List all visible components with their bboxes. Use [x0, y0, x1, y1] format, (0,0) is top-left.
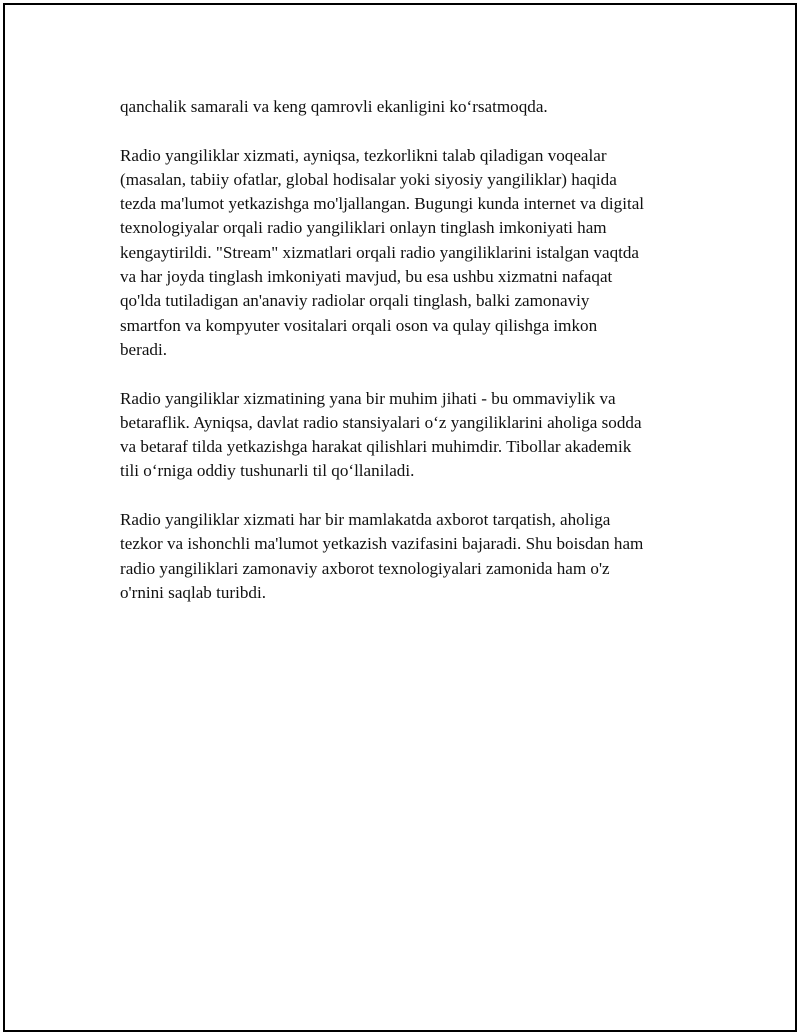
text-line: Radio yangiliklar xizmatining yana bir muhim jihati - bu ommaviylik va — [120, 388, 616, 408]
text-line: Radio yangiliklar xizmati, ayniqsa, tezkorlikni talab qiladigan voqealar — [120, 145, 607, 165]
text-line: o'rnini saqlab turibdi. — [120, 582, 266, 602]
text-line: kengaytirildi. "Stream" xizmatlari orqali radio yangiliklarini istalgan vaqtda — [120, 242, 640, 262]
document-page — [3, 3, 797, 1032]
document-body — [120, 95, 690, 630]
text-line: va har joyda tinglash imkoniyati mavjud, bu esa ushbu xizmatni nafaqat — [120, 267, 613, 287]
paragraph-4 — [120, 508, 690, 605]
text-line: texnologiyalar orqali radio yangiliklari onlayn tinglash imkoniyati ham — [120, 218, 607, 238]
text-line: beradi. — [120, 339, 167, 359]
paragraph-3 — [120, 387, 690, 484]
text-line: (masalan, tabiiy ofatlar, global hodisalar yoki siyosiy yangiliklar) haqida — [120, 169, 617, 189]
text-line: qanchalik samarali va keng qamrovli ekanligini ko‘rsatmoqda. — [120, 97, 548, 116]
paragraph-2 — [120, 144, 690, 363]
text-line: tili o‘rniga oddiy tushunarli til qo‘llaniladi. — [120, 461, 415, 481]
paragraph-1 — [120, 95, 690, 119]
text-line: tezkor va ishonchli ma'lumot yetkazish vazifasini bajaradi. Shu boisdan ham — [120, 534, 644, 554]
text-line: betaraflik. Ayniqsa, davlat radio stansiyalari o‘z yangiliklarini aholiga sodda — [120, 412, 642, 432]
text-line: smartfon va kompyuter vositalari orqali oson va qulay qilishga imkon — [120, 315, 598, 335]
text-line: tezda ma'lumot yetkazishga mo'ljallangan. Bugungi kunda internet va digital — [120, 194, 645, 214]
text-line: radio yangiliklari zamonaviy axborot texnologiyalari zamonida ham o'z — [120, 558, 610, 578]
text-line: Radio yangiliklar xizmati har bir mamlakatda axborot tarqatish, aholiga — [120, 510, 611, 530]
text-line: qo'lda tutiladigan an'anaviy radiolar orqali tinglash, balki zamonaviy — [120, 291, 590, 311]
text-line: va betaraf tilda yetkazishga harakat qilishlari muhimdir. Tibollar akademik — [120, 437, 632, 457]
